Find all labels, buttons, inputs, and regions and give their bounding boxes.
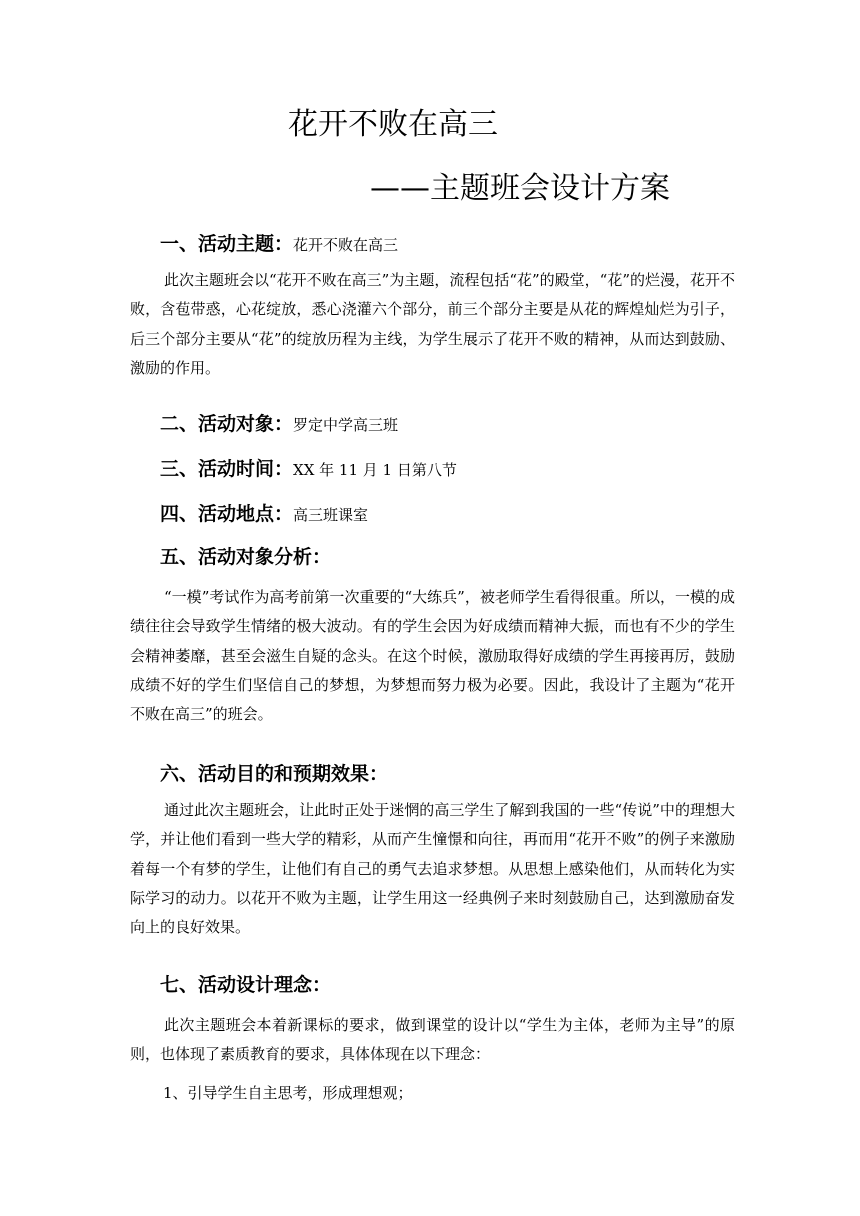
section-heading-label: 二、活动对象：: [160, 413, 294, 435]
paragraph-goals: 通过此次主题班会，让此时正处于迷惘的高三学生了解到我国的一些“传说”中的理想大学，并让他们看到一些大学的精彩，从而产生憧憬和向往，再而用“花开不败”的例子来激励着每一个有梦的学生，让他们有自己的勇气去追求梦想。从思想上感染他们，从而转化为实际学习的动力。以花开不败为主题，让学生用这一经典例子来时刻鼓励自己，达到激励奋发向上的良好效果。: [130, 801, 735, 937]
section-heading-analysis: [160, 542, 331, 572]
section-heading-concept: [160, 970, 331, 1000]
list-item: 1、引导学生自主思考，形成理想观；: [163, 1084, 413, 1102]
paragraph-concept: 此次主题班会本着新课标的要求，做到课堂的设计以“学生为主体，老师为主导”的原则，也体现了素质教育的要求，具体体现在以下理念：: [130, 1016, 735, 1064]
document-title: 花开不败在高三: [288, 107, 498, 142]
section-heading-label: 六、活动目的和预期效果：: [160, 763, 389, 785]
section-heading-value: 花开不败在高三: [293, 236, 399, 254]
section-heading-value: 高三班课室: [293, 506, 369, 524]
section-heading-value: XX 年 11 月 1 日第八节: [293, 461, 457, 479]
document-subtitle: ——主题班会设计方案: [370, 171, 670, 206]
paragraph-audience-analysis: “一模”考试作为高考前第一次重要的“大练兵”，被老师学生看得很重。所以，一模的成绩往往会导致学生情绪的极大波动。有的学生会因为好成绩而精神大振，而也有不少的学生会精神萎靡，甚至会滋生自疑的念头。在这个时候，激励取得好成绩的学生再接再厉，鼓励成绩不好的学生们坚信自己的梦想，为梦想而努力极为必要。因此，我设计了主题为“花开不败在高三”的班会。: [130, 588, 735, 724]
section-heading-label: 七、活动设计理念：: [160, 974, 332, 996]
section-heading-location: [160, 499, 368, 530]
section-heading-audience: [160, 409, 398, 440]
section-heading-goals: [160, 759, 388, 789]
section-heading-label: 三、活动时间：: [160, 458, 294, 480]
paragraph-theme-description: 此次主题班会以“花开不败在高三”为主题，流程包括“花”的殿堂，“花”的烂漫，花开不败，含苞带惑，心花绽放，悉心浇灌六个部分，前三个部分主要是从花的辉煌灿烂为引子，后三个部分主要从“花”的绽放历程为主线，为学生展示了花开不败的精神，从而达到鼓励、激励的作用。: [130, 271, 736, 377]
section-heading-time: [160, 454, 457, 485]
section-heading-theme: [160, 229, 398, 260]
section-heading-value: 罗定中学高三班: [293, 416, 399, 434]
section-heading-label: 五、活动对象分析：: [160, 546, 332, 568]
section-heading-label: 一、活动主题：: [160, 233, 294, 255]
section-heading-label: 四、活动地点：: [160, 503, 294, 525]
